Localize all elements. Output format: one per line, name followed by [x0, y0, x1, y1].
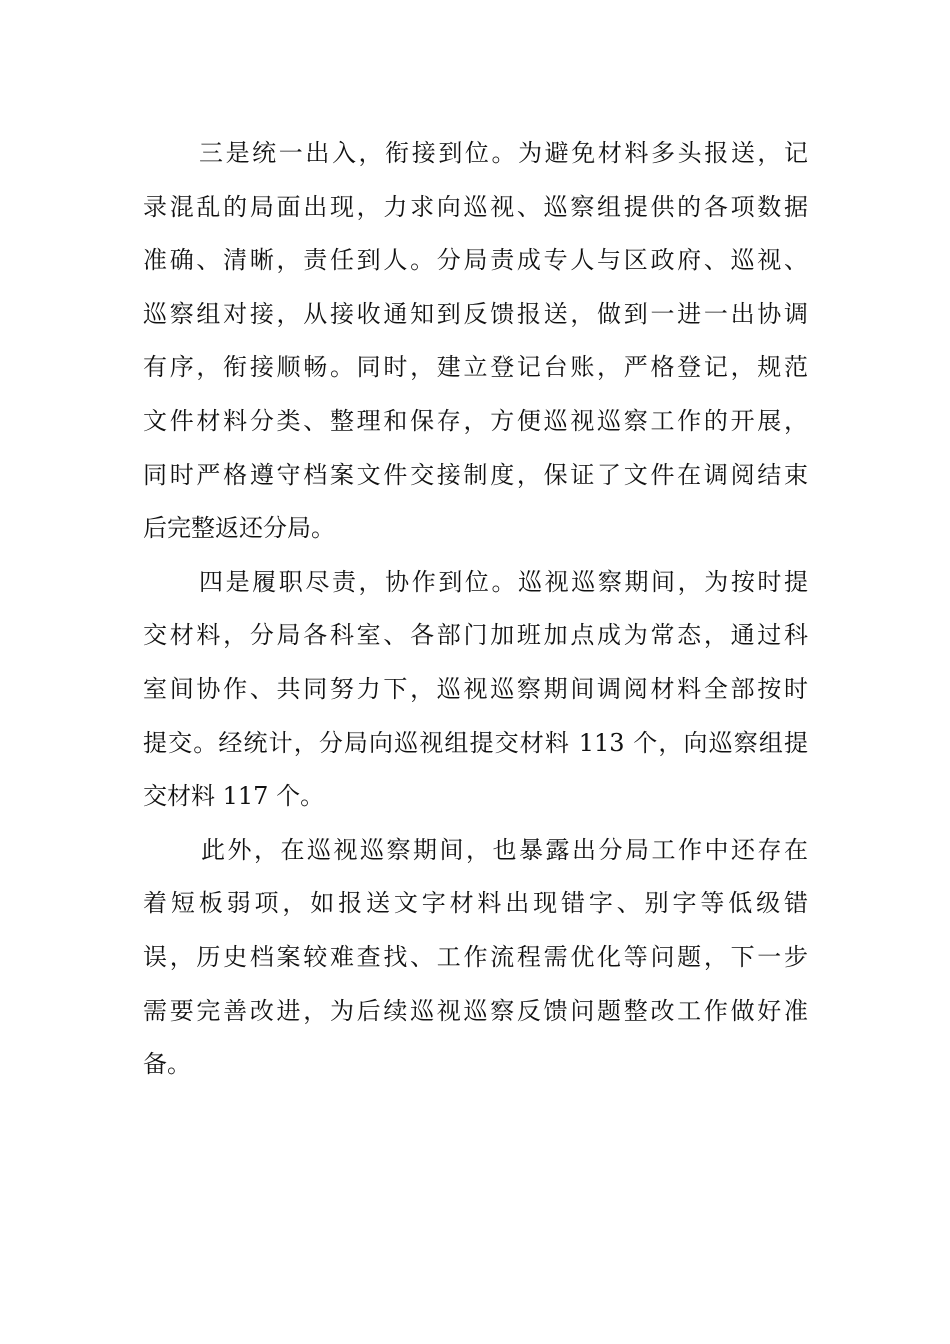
paragraph-line: 后完整返还分局。: [143, 514, 335, 543]
paragraph-1: [143, 127, 808, 556]
paragraph-line: 着短板弱项，如报送文字材料出现错字、别字等低级错: [143, 889, 808, 918]
paragraph-line: 此外，在巡视巡察期间，也暴露出分局工作中还存在: [201, 835, 808, 864]
paragraph-line: 准确、清晰，责任到人。分局责成专人与区政府、巡视、: [143, 246, 808, 275]
paragraph-2: [143, 556, 808, 824]
paragraph-3: [143, 824, 808, 1092]
paragraph-line: 有序，衔接顺畅。同时，建立登记台账，严格登记，规范: [143, 353, 808, 382]
document-body: [143, 127, 808, 1092]
paragraph-line: 三是统一出入，衔接到位。为避免材料多头报送，记: [199, 139, 808, 167]
paragraph-line: 提交。经统计，分局向巡视组提交材料 113 个，向巡察组提: [143, 728, 808, 757]
paragraph-line: 同时严格遵守档案文件交接制度，保证了文件在调阅结束: [143, 460, 808, 489]
paragraph-line: 录混乱的局面出现，力求向巡视、巡察组提供的各项数据: [143, 192, 808, 221]
paragraph-line: 室间协作、共同努力下，巡视巡察期间调阅材料全部按时: [143, 674, 808, 703]
paragraph-line: 四是履职尽责，协作到位。巡视巡察期间，为按时提: [199, 567, 808, 596]
paragraph-line: 巡察组对接，从接收通知到反馈报送，做到一进一出协调: [143, 299, 808, 328]
paragraph-line: 备。: [143, 1050, 191, 1079]
paragraph-line: 需要完善改进，为后续巡视巡察反馈问题整改工作做好准: [143, 996, 808, 1025]
paragraph-line: 交材料，分局各科室、各部门加班加点成为常态，通过科: [143, 621, 808, 650]
paragraph-line: 误，历史档案较难查找、工作流程需优化等问题，下一步: [143, 942, 808, 971]
paragraph-line: 交材料 117 个。: [143, 782, 325, 811]
paragraph-line: 文件材料分类、整理和保存，方便巡视巡察工作的开展，: [143, 406, 808, 435]
